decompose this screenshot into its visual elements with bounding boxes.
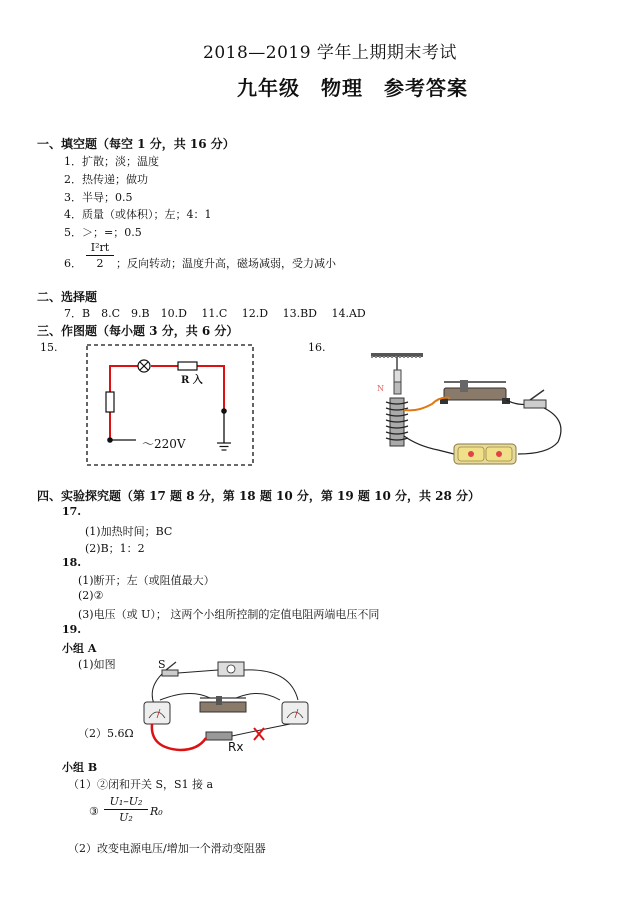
wire xyxy=(404,436,454,454)
ground-icon xyxy=(217,443,231,450)
question-17-label: 17. xyxy=(62,505,82,518)
electromagnet-diagram-16 xyxy=(368,350,583,475)
junction-dot xyxy=(221,408,227,414)
north-pole-label: N xyxy=(377,384,384,393)
formula-numerator: U₁–U₂ xyxy=(104,794,148,810)
answer-1: 1．扩散；淡；温度 xyxy=(64,155,159,168)
circled-three: ③ xyxy=(89,805,99,818)
magnet-bottom xyxy=(394,382,401,394)
group-a-answer-1: (1)如图 xyxy=(78,658,116,671)
wire xyxy=(232,724,290,736)
formula-fraction xyxy=(104,794,148,825)
question-15-label: 15. xyxy=(40,341,58,354)
fraction-denominator: 2 xyxy=(96,257,104,270)
group-a-label: 小组 A xyxy=(62,642,97,655)
section-3-heading: 三、作图题（每小题 3 分，共 6 分） xyxy=(37,324,239,338)
answer-17-2: (2)B；1：2 xyxy=(85,542,145,555)
fuse-icon xyxy=(106,392,114,412)
wire xyxy=(518,408,561,454)
formula-denominator: U₂ xyxy=(119,811,133,824)
answer-2: 2．热传递；做功 xyxy=(64,173,148,186)
fraction-numerator: I²rt xyxy=(86,240,114,256)
answer-18-1: (1)断开；左（或阻值最大） xyxy=(78,574,215,587)
question-16-label: 16. xyxy=(308,341,326,354)
answer-6-fraction xyxy=(86,240,114,271)
question-18-label: 18. xyxy=(62,556,82,569)
exam-title: 2018—2019 学年上期期末考试 xyxy=(203,43,457,63)
magnet-top xyxy=(394,370,401,382)
answer-5: 5．＞；=；0.5 xyxy=(64,226,142,239)
rheostat-icon xyxy=(200,696,246,712)
section-4-heading: 四、实验探究题（第 17 题 8 分，第 18 题 10 分，第 19 题 10 分，共 28 分） xyxy=(37,489,481,503)
answer-3: 3．半导；0.5 xyxy=(64,191,133,204)
switch-icon xyxy=(524,390,546,408)
group-a-answer-2: （2）5.6Ω xyxy=(78,727,134,740)
resistor-icon xyxy=(178,362,197,370)
rheostat-icon xyxy=(440,380,510,404)
group-b-answer-2: （2）改变电源电压/增加一个滑动变阻器 xyxy=(68,842,266,855)
choice-answers: 7．B 8.C 9.B 10.D 11.C 12.D 13.BD 14.AD xyxy=(64,307,366,320)
resistor-label: R 入 xyxy=(181,375,203,386)
answer-6-text: ；反向转动；温度升高，磁场减弱，受力减小 xyxy=(116,257,336,270)
voltage-label: ～220V xyxy=(142,437,186,451)
answer-17-1: (1)加热时间；BC xyxy=(85,525,173,538)
lamp-icon xyxy=(138,360,150,372)
answer-key-subtitle: 九年级 物理 参考答案 xyxy=(237,76,468,100)
answer-6-number: 6． xyxy=(64,257,82,270)
answer-4: 4．质量（或体积）；左；4：1 xyxy=(64,208,212,221)
resistor-rx-icon xyxy=(206,732,232,740)
ammeter-icon xyxy=(144,702,170,724)
switch-label: S xyxy=(158,658,166,671)
voltmeter-icon xyxy=(282,702,308,724)
power-supply-icon xyxy=(218,662,244,676)
answer-18-2: (2)② xyxy=(78,589,104,602)
coil-icon xyxy=(386,398,408,446)
rx-label: Rx xyxy=(228,740,244,754)
battery-icon xyxy=(454,444,516,464)
section-1-heading: 一、填空题（每空 1 分，共 16 分） xyxy=(37,137,235,151)
formula-r0: R₀ xyxy=(150,805,163,818)
question-19-label: 19. xyxy=(62,623,82,636)
group-b-answer-1: （1）②闭和开关 S，S1 接 a xyxy=(68,778,214,791)
junction-dot xyxy=(107,437,113,443)
section-2-heading: 二、选择题 xyxy=(37,290,98,304)
red-wire xyxy=(152,724,206,750)
group-b-label: 小组 B xyxy=(62,761,98,774)
answer-18-3: (3)电压（或 U）； 这两个小组所控制的定值电阻两端电压不同 xyxy=(78,608,380,621)
